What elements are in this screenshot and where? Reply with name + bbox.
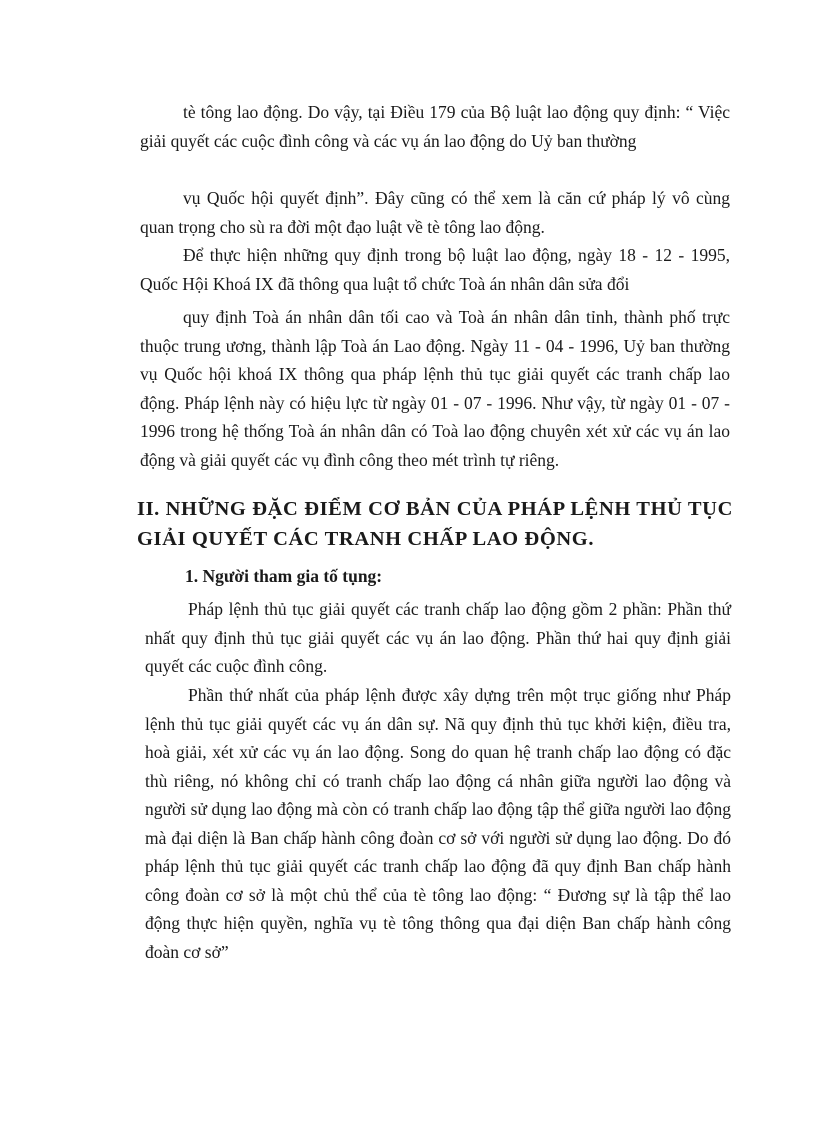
paragraph-4: quy định Toà án nhân dân tối cao và Toà án nhân dân tỉnh, thành phố trực thuộc trung ương, thành lập Toà án Lao động. Ngày 11 - 04 - 1996, Uỷ ban thường vụ Quốc hội khoá IX thông qua pháp lệnh thủ tục giải quyết các tranh chấp lao động. Pháp lệnh này có hiệu lực từ ngày 01 - 07 - 1996. Như vậy, từ ngày 01 - 07 - 1996 trong hệ thống Toà án nhân dân có Toà lao động chuyên xét xử các vụ án lao động và giải quyết các vụ đình công theo mét trình tự riêng. (140, 307, 730, 470)
section-heading: II. NHỮNG ĐẶC ĐIỂM CƠ BẢN CỦA PHÁP LỆNH THỦ TỤC GIẢI QUYẾT CÁC TRANH CHẤP LAO ĐỘNG. (137, 498, 733, 550)
subsection-heading: 1. Người tham gia tố tụng: (185, 566, 383, 586)
paragraph-1: tè tông lao động. Do vậy, tại Điều 179 của Bộ luật lao động quy định: “ Việc giải quyết các cuộc đình công và các vụ án lao động do Uỷ ban thường (140, 102, 730, 151)
paragraph-5: Pháp lệnh thủ tục giải quyết các tranh chấp lao động gồm 2 phần: Phần thứ nhất quy định thủ tục giải quyết các vụ án lao động. Phần thứ hai quy định giải quyết các cuộc đình công. (145, 599, 731, 676)
paragraph-3: Để thực hiện những quy định trong bộ luật lao động, ngày 18 - 12 - 1995, Quốc Hội Khoá IX đã thông qua luật tổ chức Toà án nhân dân sửa đổi (140, 245, 730, 294)
paragraph-6: Phần thứ nhất của pháp lệnh được xây dựng trên một trục giống như Pháp lệnh thủ tục giải quyết các vụ án dân sự. Nã quy định thủ tục khởi kiện, điều tra, hoà giải, xét xử các vụ án lao động. Song do quan hệ tranh chấp lao động có đặc thù riêng, nó không chỉ có tranh chấp lao động cá nhân giữa người lao động và người sử dụng lao động mà còn có tranh chấp lao động tập thể giữa người lao động mà đại diện là Ban chấp hành công đoàn cơ sở với người sử dụng lao động. Do đó pháp lệnh thủ tục giải quyết các tranh chấp lao động đã quy định Ban chấp hành công đoàn cơ sở là một chủ thể của tè tông lao động: “ Đương sự là tập thể lao động thực hiện quyền, nghĩa vụ tè tông thông qua đại diện Ban chấp hành công đoàn cơ sở” (145, 685, 731, 962)
paragraph-2: vụ Quốc hội quyết định”. Đây cũng có thể xem là căn cứ pháp lý vô cùng quan trọng cho sù ra đời một đạo luật về tè tông lao động. (140, 188, 730, 237)
